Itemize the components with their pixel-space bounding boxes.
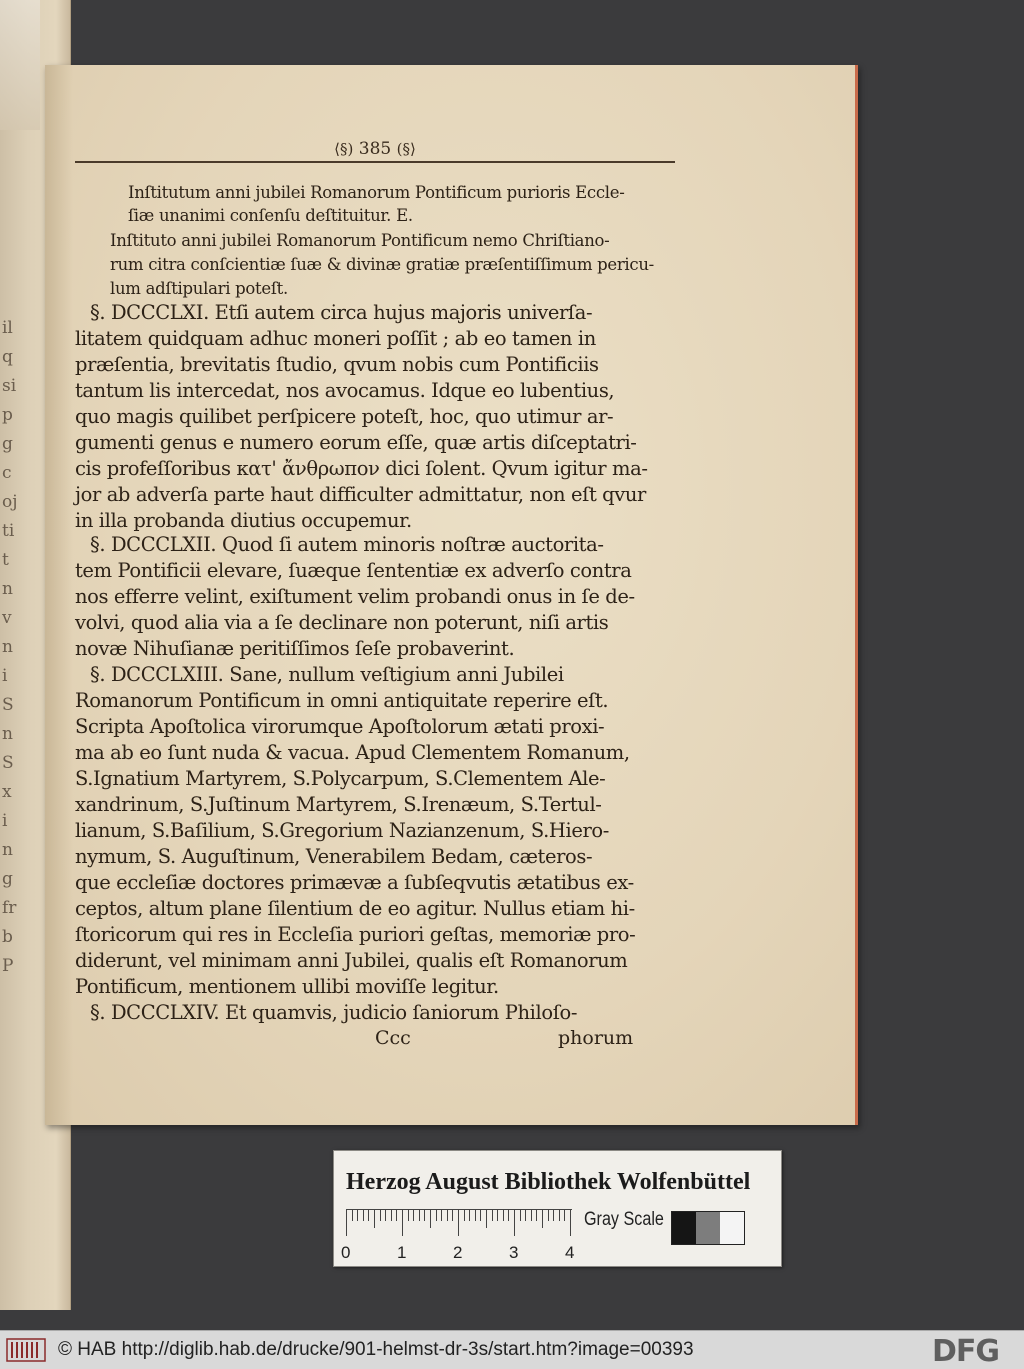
margin-glyph: b — [2, 927, 13, 947]
ruler-tick — [346, 1210, 347, 1236]
text-line: §. DCCCLXIII. Sane, nullum veſtigium anni Jubilei — [90, 663, 564, 686]
ruler-tick — [430, 1210, 431, 1228]
margin-glyph: n — [2, 637, 13, 657]
margin-glyph: n — [2, 724, 13, 744]
ruler-number: 3 — [509, 1243, 519, 1262]
text-line: Romanorum Pontificum in omni antiquitate reperire eſt. — [75, 689, 609, 712]
ruler-tick — [564, 1210, 565, 1221]
gray-scale-swatches — [671, 1211, 745, 1245]
text-line: S.Ignatium Martyrem, S.Polycarpum, S.Clementem Ale- — [75, 767, 606, 790]
text-line: Inſtituto anni jubilei Romanorum Pontificum nemo Chriſtiano- — [110, 231, 610, 250]
ruler-tick — [525, 1210, 526, 1221]
ruler-number: 2 — [453, 1243, 463, 1262]
margin-glyph: S — [2, 695, 14, 715]
ruler-tick — [374, 1210, 375, 1228]
margin-glyph: v — [2, 608, 12, 628]
text-line: tantum lis intercedat, nos avocamus. Idque eo lubentius, — [75, 379, 615, 402]
margin-glyph: g — [2, 869, 13, 889]
text-line: Scripta Apoſtolica virorumque Apoſtolorum ætati proxi- — [75, 715, 605, 738]
ruler-tick — [352, 1210, 353, 1221]
text-line: tem Pontificii elevare, ſuæque ſententiæ ex adverſo contra — [75, 559, 632, 582]
text-line: quo magis quilibet perſpicere poteſt, hoc, quo utimur ar- — [75, 405, 614, 428]
margin-glyph: n — [2, 579, 13, 599]
ruler-number: 1 — [397, 1243, 407, 1262]
dfg-logo: DFG — [932, 1334, 1000, 1369]
ruler-tick — [424, 1210, 425, 1221]
text-line: præſentia, brevitatis ſtudio, qvum nobis cum Pontificiis — [75, 353, 599, 376]
ruler-tick — [492, 1210, 493, 1221]
text-line: nos efferre velint, exiſtument velim probandi onus in ſe de- — [75, 585, 635, 608]
ruler-scale — [346, 1209, 572, 1236]
ruler-tick — [531, 1210, 532, 1221]
ruler-tick — [357, 1210, 358, 1221]
swatch-gray — [696, 1212, 720, 1244]
page-body-text — [45, 65, 855, 1125]
text-line: Inſtitutum anni jubilei Romanorum Pontificum purioris Eccle- — [128, 183, 625, 202]
margin-glyph: oj — [2, 492, 18, 512]
text-line: ſiæ unanimi conſenſu deſtituitur. E. — [128, 206, 413, 225]
margin-glyph: q — [2, 347, 13, 367]
margin-glyph: fr — [2, 898, 17, 918]
margin-glyph: i — [2, 666, 8, 686]
ruler-tick — [464, 1210, 465, 1221]
ruler-tick — [419, 1210, 420, 1221]
text-line: ceptos, altum plane ſilentium de eo agitur. Nullus etiam hi- — [75, 897, 635, 920]
text-line: diderunt, vel minimam anni Jubilei, qualis eſt Romanorum — [75, 949, 628, 972]
ruler-tick — [480, 1210, 481, 1221]
margin-glyph: n — [2, 840, 13, 860]
ruler-tick — [553, 1210, 554, 1221]
page-number: 385 — [358, 139, 392, 159]
ruler-tick — [385, 1210, 386, 1221]
header-ornament-left: ⟨§) — [334, 140, 354, 158]
ruler-tick — [396, 1210, 397, 1221]
swatch-black — [672, 1212, 696, 1244]
ruler-tick — [570, 1210, 571, 1236]
ruler-tick — [402, 1210, 403, 1236]
ruler-tick — [475, 1210, 476, 1221]
text-line: lianum, S.Baſilium, S.Gregorium Nazianzenum, S.Hiero- — [75, 819, 609, 842]
text-line: ſtoricorum qui res in Eccleſia puriori geſtas, memoriæ pro- — [75, 923, 636, 946]
ruler-tick — [486, 1210, 487, 1228]
text-line: novæ Nihuſianæ peritiſſimos ſeſe probaverint. — [75, 637, 515, 660]
color-reference-card — [333, 1150, 782, 1267]
book-page — [45, 65, 858, 1125]
ruler-tick — [413, 1210, 414, 1221]
margin-glyph: c — [2, 463, 12, 483]
margin-glyph: S — [2, 753, 14, 773]
ruler-tick — [452, 1210, 453, 1221]
ruler-tick — [441, 1210, 442, 1221]
text-line: jor ab adverſa parte haut difficulter admittatur, non eſt qvur — [75, 483, 646, 506]
ruler-tick — [436, 1210, 437, 1221]
signature-mark: Ccc — [375, 1027, 411, 1049]
ruler-tick — [559, 1210, 560, 1221]
text-line: volvi, quod alia via a ſe declinare non poterunt, niſi artis — [75, 611, 609, 634]
header-ornament-right: (§⟩ — [396, 140, 416, 158]
library-name: Herzog August Bibliothek Wolfenbüttel — [346, 1169, 751, 1195]
margin-glyph: g — [2, 434, 13, 454]
margin-glyph: t — [2, 550, 9, 570]
text-line: nymum, S. Auguſtinum, Venerabilem Bedam, cæteros- — [75, 845, 593, 868]
ruler-tick — [520, 1210, 521, 1221]
swatch-white — [720, 1212, 744, 1244]
ruler-tick — [548, 1210, 549, 1221]
text-line: cis profeſſoribus κατ' ἄνθρωπον dici ſolent. Qvum igitur ma- — [75, 457, 648, 480]
ruler-tick — [380, 1210, 381, 1221]
text-line: rum citra conſcientiæ ſuæ & divinæ gratiæ præſentiſſimum pericu- — [110, 255, 654, 274]
ruler-tick — [447, 1210, 448, 1221]
text-line: §. DCCCLXI. Etſi autem circa hujus majoris univerſa- — [90, 301, 593, 324]
page-shadow — [0, 0, 40, 130]
ruler-tick — [542, 1210, 543, 1228]
ruler-number: 0 — [341, 1243, 351, 1262]
text-line: §. DCCCLXIV. Et quamvis, judicio ſaniorum Philoſo- — [90, 1001, 578, 1024]
ruler-number: 4 — [565, 1243, 575, 1262]
margin-glyph: ti — [2, 521, 15, 541]
text-line: litatem quidquam adhuc moneri poſſit ; ab eo tamen in — [75, 327, 596, 350]
ruler-tick — [514, 1210, 515, 1236]
ruler-tick — [363, 1210, 364, 1221]
margin-glyph: p — [2, 405, 13, 425]
text-line: lum adſtipulari poteſt. — [110, 279, 288, 298]
text-line: §. DCCCLXII. Quod ſi autem minoris noſtræ auctorita- — [90, 533, 604, 556]
margin-glyph: si — [2, 376, 17, 396]
ruler-tick — [503, 1210, 504, 1221]
copyright-url[interactable]: © HAB http://diglib.hab.de/drucke/901-helmst-dr-3s/start.htm?image=00393 — [58, 1339, 694, 1360]
ruler-tick — [391, 1210, 392, 1221]
hab-logo-icon — [6, 1337, 46, 1363]
text-line: xandrinum, S.Juſtinum Martyrem, S.Irenæum, S.Tertul- — [75, 793, 602, 816]
ruler-tick — [536, 1210, 537, 1221]
text-line: que eccleſiæ doctores primævæ a ſubſeqvutis ætatibus ex- — [75, 871, 634, 894]
margin-glyph: P — [2, 956, 14, 976]
text-line: gumenti genus e numero eorum eſſe, quæ artis diſceptatri- — [75, 431, 637, 454]
footer-bar — [0, 1330, 1024, 1369]
ruler-tick — [469, 1210, 470, 1221]
ruler-tick — [508, 1210, 509, 1221]
ruler-tick — [497, 1210, 498, 1221]
catchword: phorum — [558, 1027, 634, 1049]
ruler-tick — [368, 1210, 369, 1221]
ruler-tick — [458, 1210, 459, 1236]
margin-glyph: i — [2, 811, 8, 831]
margin-glyph: il — [2, 318, 13, 338]
text-line: ma ab eo ſunt nuda & vacua. Apud Clementem Romanum, — [75, 741, 630, 764]
margin-glyph: x — [2, 782, 12, 802]
text-line: in illa probanda diutius occupemur. — [75, 509, 412, 532]
ruler-tick — [408, 1210, 409, 1221]
gray-scale-label: Gray Scale — [584, 1209, 664, 1230]
text-line: Pontificum, mentionem ullibi moviſſe legitur. — [75, 975, 499, 998]
